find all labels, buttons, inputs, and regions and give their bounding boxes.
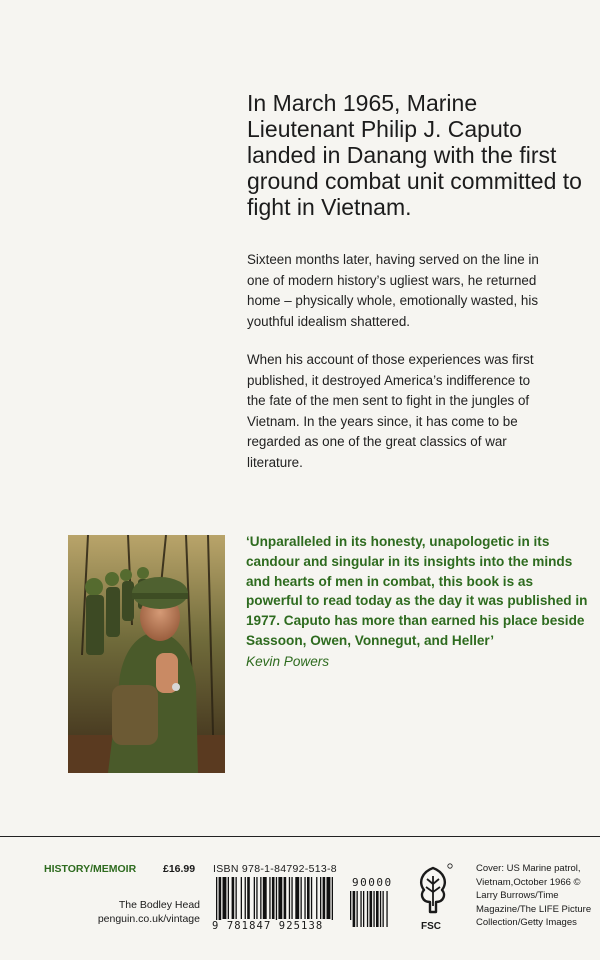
- footer-divider: [0, 836, 600, 837]
- barcode-number: 9 781847 925138: [206, 920, 352, 932]
- price-label: £16.99: [163, 863, 196, 875]
- publisher-block: [82, 898, 200, 926]
- category-label: HISTORY/MEMOIR: [44, 863, 137, 875]
- review-quote: ‘Unparalleled in its honesty, unapologetic in its candour and singular in its insights into the minds and hearts of men in combat, this book is as powerful to read today as the day it was published in 1977. Caputo has more than earned his place beside Sassoon, Owen, Vonnegut, and Heller’: [246, 534, 588, 648]
- body-paragraph-1: Sixteen months later, having served on the line in one of modern history’s ugliest wars, he returned home – physically whole, emotionally wasted, his youthful idealism shattered.: [247, 252, 539, 329]
- body-paragraph-2: When his account of those experiences was first published, it destroyed America’s indifference to the fate of the men sent to fight in the jungles of Vietnam. In the years since, it has come to be regarded as one of the great classics of war literature.: [247, 352, 534, 470]
- fsc-label: FSC: [421, 921, 441, 932]
- publisher-name: The Bodley Head: [118, 899, 200, 911]
- cover-photo-marine-patrol: [68, 535, 225, 773]
- cover-credit: Cover: US Marine patrol, Vietnam,October 1966 © Larry Burrows/Time Magazine/The LIFE Picture Collection/Getty Images: [476, 863, 592, 929]
- barcode-addon-number: 90000: [352, 876, 393, 889]
- publisher-website[interactable]: penguin.co.uk/vintage: [97, 913, 200, 925]
- quote-author: Kevin Powers: [246, 654, 330, 669]
- lead-paragraph: In March 1965, Marine Lieutenant Philip J. Caputo landed in Danang with the first ground combat unit committed to fight in Vietnam.: [247, 90, 582, 220]
- fsc-logo-icon: [412, 862, 454, 918]
- isbn-label: ISBN 978-1-84792-513-8: [213, 863, 337, 875]
